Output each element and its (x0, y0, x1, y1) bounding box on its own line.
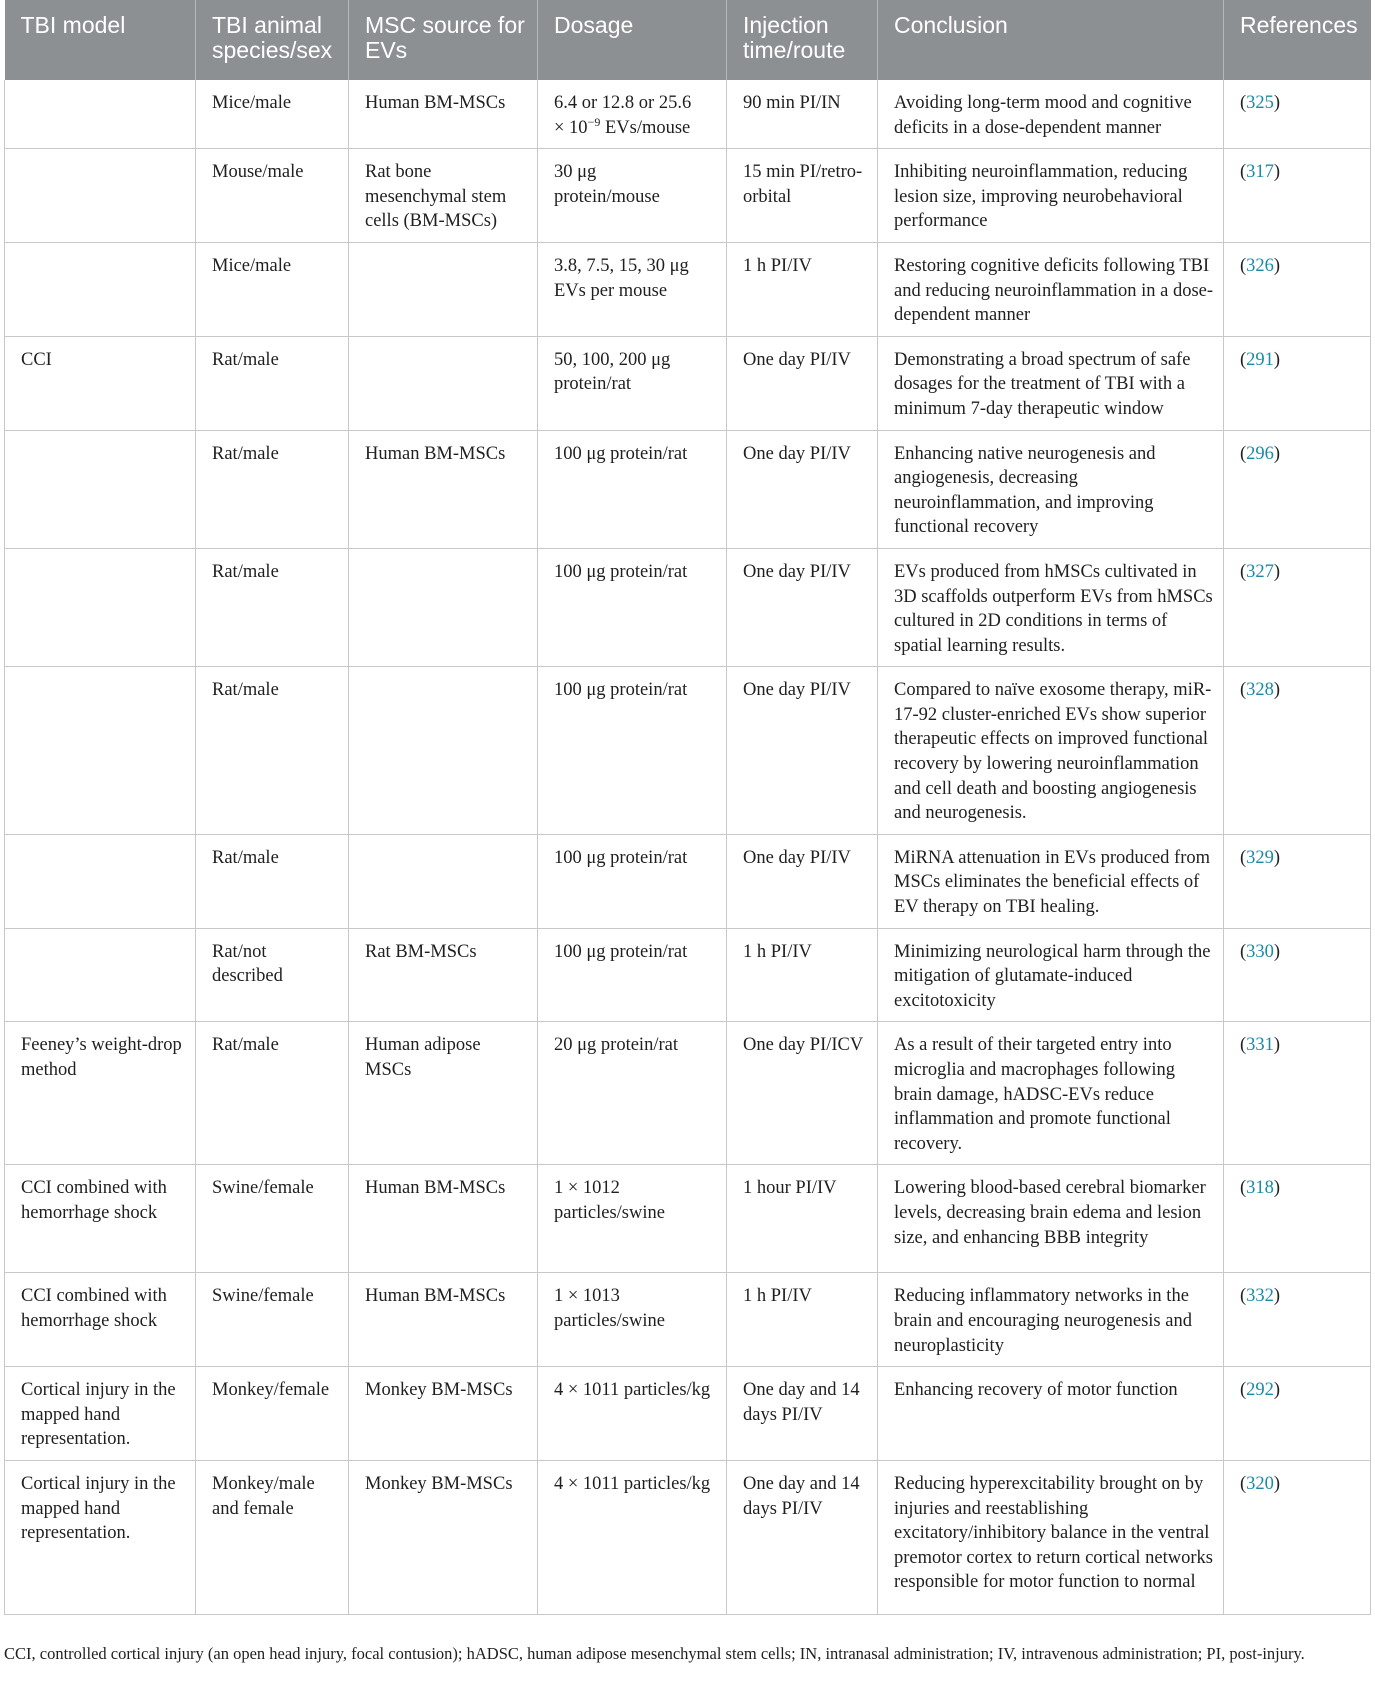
header-injection: Injection time/route (727, 0, 878, 80)
cell-injection: One day PI/IV (727, 336, 878, 430)
dosage-line1: 6.4 or 12.8 or 25.6 (554, 93, 692, 113)
cell-dosage: 4 × 1011 particles/kg (538, 1367, 727, 1461)
cell-conclusion: Avoiding long-term mood and cognitive deficits in a dose-dependent manner (878, 80, 1224, 149)
cell-conclusion: MiRNA attenuation in EVs produced from MSCs eliminates the beneficial effects of EV therapy on TBI healing. (878, 834, 1224, 928)
cell-reference: (326) (1224, 242, 1371, 336)
table-row (5, 1367, 1371, 1461)
cell-model (5, 928, 196, 1022)
cell-injection: One day PI/ICV (727, 1022, 878, 1165)
table-row (5, 1273, 1371, 1367)
cell-species: Rat/male (196, 548, 349, 666)
cell-model (5, 548, 196, 666)
cell-injection: 1 hour PI/IV (727, 1165, 878, 1273)
cell-dosage: 30 μg protein/mouse (538, 149, 727, 243)
cell-injection: 1 h PI/IV (727, 1273, 878, 1367)
cell-model (5, 149, 196, 243)
table-footnote: CCI, controlled cortical injury (an open head injury, focal contusion); hADSC, human adipose mesenchymal stem cells; IN, intranasal administration; IV, intravenous administration; PI, post-injury. (4, 1644, 1305, 1663)
reference-link[interactable]: 296 (1246, 443, 1274, 464)
header-species-sex: TBI animal species/sex (196, 0, 349, 80)
table-row (5, 667, 1371, 835)
table-row (5, 1460, 1371, 1614)
table-row (5, 336, 1371, 430)
cell-species: Rat/male (196, 834, 349, 928)
reference-link[interactable]: 331 (1246, 1035, 1274, 1056)
cell-injection: One day PI/IV (727, 834, 878, 928)
cell-injection: 15 min PI/retro-orbital (727, 149, 878, 243)
dosage-exponent: −9 (587, 114, 601, 129)
table-row (5, 834, 1371, 928)
cell-conclusion: Enhancing recovery of motor function (878, 1367, 1224, 1461)
cell-injection: One day and 14 days PI/IV (727, 1460, 878, 1614)
table-row (5, 1165, 1371, 1273)
reference-link[interactable]: 329 (1246, 847, 1274, 868)
reference-link[interactable]: 292 (1246, 1380, 1274, 1401)
cell-reference: (327) (1224, 548, 1371, 666)
cell-species: Mouse/male (196, 149, 349, 243)
cell-reference: (332) (1224, 1273, 1371, 1367)
cell-reference: (330) (1224, 928, 1371, 1022)
cell-model: CCI combined with hemorrhage shock (5, 1273, 196, 1367)
dosage-line2-pre: × 10 (554, 117, 588, 138)
cell-dosage: 100 μg protein/rat (538, 667, 727, 835)
cell-reference: (328) (1224, 667, 1371, 835)
table-row (5, 1022, 1371, 1165)
cell-source: Human BM-MSCs (349, 430, 538, 548)
reference-link[interactable]: 291 (1246, 349, 1274, 370)
cell-model: CCI combined with hemorrhage shock (5, 1165, 196, 1273)
data-table (4, 0, 1371, 1615)
cell-reference: (296) (1224, 430, 1371, 548)
dosage-line2-post: EVs/mouse (600, 117, 691, 138)
cell-source (349, 242, 538, 336)
cell-conclusion: Enhancing native neurogenesis and angiogenesis, decreasing neuroinflammation, and improving functional recovery (878, 430, 1224, 548)
cell-source: Human adipose MSCs (349, 1022, 538, 1165)
cell-conclusion: Reducing hyperexcitability brought on by injuries and reestablishing excitatory/inhibitory balance in the ventral premotor cortex to return cortical networks responsible for motor function to normal (878, 1460, 1224, 1614)
cell-model (5, 242, 196, 336)
cell-model: CCI (5, 336, 196, 430)
cell-reference: (331) (1224, 1022, 1371, 1165)
cell-reference: (325) (1224, 80, 1371, 149)
cell-model (5, 80, 196, 149)
reference-link[interactable]: 327 (1246, 561, 1274, 582)
table-container (4, 0, 1370, 1615)
cell-source (349, 667, 538, 835)
cell-conclusion: As a result of their targeted entry into microglia and macrophages following brain damage, hADSC-EVs reduce inflammation and promote functional recovery. (878, 1022, 1224, 1165)
reference-link[interactable]: 330 (1246, 941, 1274, 962)
cell-dosage: 1 × 1013 particles/swine (538, 1273, 727, 1367)
cell-reference: (329) (1224, 834, 1371, 928)
cell-dosage: 4 × 1011 particles/kg (538, 1460, 727, 1614)
cell-species: Swine/female (196, 1273, 349, 1367)
cell-source: Rat bone mesenchymal stem cells (BM-MSCs) (349, 149, 538, 243)
cell-conclusion: Reducing inflammatory networks in the brain and encouraging neurogenesis and neuroplasticity (878, 1273, 1224, 1367)
cell-reference: (291) (1224, 336, 1371, 430)
cell-dosage: 1 × 1012 particles/swine (538, 1165, 727, 1273)
reference-link[interactable]: 317 (1246, 162, 1274, 183)
cell-species: Rat/male (196, 336, 349, 430)
cell-dosage: 20 μg protein/rat (538, 1022, 727, 1165)
cell-model: Feeney’s weight-drop method (5, 1022, 196, 1165)
cell-model: Cortical injury in the mapped hand representation. (5, 1460, 196, 1614)
table-row (5, 430, 1371, 548)
cell-reference: (320) (1224, 1460, 1371, 1614)
cell-source: Human BM-MSCs (349, 1273, 538, 1367)
cell-dosage (538, 80, 727, 149)
cell-conclusion: EVs produced from hMSCs cultivated in 3D scaffolds outperform EVs from hMSCs cultured in 2D conditions in terms of spatial learning results. (878, 548, 1224, 666)
cell-model (5, 834, 196, 928)
cell-conclusion: Compared to naïve exosome therapy, miR-17-92 cluster-enriched EVs show superior therapeutic effects on improved functional recovery by lowering neuroinflammation and cell death and boosting angiogenesis and neurogenesis. (878, 667, 1224, 835)
cell-source: Human BM-MSCs (349, 80, 538, 149)
table-row (5, 149, 1371, 243)
cell-species: Swine/female (196, 1165, 349, 1273)
cell-conclusion: Inhibiting neuroinflammation, reducing lesion size, improving neurobehavioral performance (878, 149, 1224, 243)
table-row (5, 548, 1371, 666)
cell-species: Mice/male (196, 80, 349, 149)
cell-dosage: 3.8, 7.5, 15, 30 μg EVs per mouse (538, 242, 727, 336)
cell-species: Monkey/male and female (196, 1460, 349, 1614)
cell-species: Rat/male (196, 430, 349, 548)
cell-conclusion: Lowering blood-based cerebral biomarker levels, decreasing brain edema and lesion size, and enhancing BBB integrity (878, 1165, 1224, 1273)
header-row (5, 0, 1371, 80)
header-msc-source: MSC source for EVs (349, 0, 538, 80)
cell-model (5, 667, 196, 835)
table-row (5, 928, 1371, 1022)
cell-injection: One day PI/IV (727, 430, 878, 548)
cell-source: Monkey BM-MSCs (349, 1367, 538, 1461)
cell-dosage: 100 μg protein/rat (538, 834, 727, 928)
cell-injection: 1 h PI/IV (727, 928, 878, 1022)
cell-injection: 1 h PI/IV (727, 242, 878, 336)
cell-conclusion: Minimizing neurological harm through the mitigation of glutamate-induced excitotoxicity (878, 928, 1224, 1022)
reference-link[interactable]: 328 (1246, 680, 1274, 701)
cell-reference: (292) (1224, 1367, 1371, 1461)
cell-injection: 90 min PI/IN (727, 80, 878, 149)
cell-injection: One day and 14 days PI/IV (727, 1367, 878, 1461)
cell-species: Monkey/female (196, 1367, 349, 1461)
cell-dosage: 100 μg protein/rat (538, 430, 727, 548)
cell-species: Rat/male (196, 667, 349, 835)
cell-source: Human BM-MSCs (349, 1165, 538, 1273)
cell-dosage: 100 μg protein/rat (538, 548, 727, 666)
reference-link[interactable]: 320 (1246, 1473, 1274, 1494)
cell-conclusion: Demonstrating a broad spectrum of safe dosages for the treatment of TBI with a minimum 7-day therapeutic window (878, 336, 1224, 430)
cell-reference: (318) (1224, 1165, 1371, 1273)
cell-source (349, 548, 538, 666)
cell-species: Rat/male (196, 1022, 349, 1165)
header-references: References (1224, 0, 1371, 80)
header-conclusion: Conclusion (878, 0, 1224, 80)
header-dosage: Dosage (538, 0, 727, 80)
header-tbi-model: TBI model (5, 0, 196, 80)
cell-model: Cortical injury in the mapped hand representation. (5, 1367, 196, 1461)
cell-species: Mice/male (196, 242, 349, 336)
reference-link[interactable]: 318 (1246, 1178, 1274, 1199)
reference-link[interactable]: 325 (1246, 93, 1274, 113)
table-row (5, 80, 1371, 149)
reference-link[interactable]: 332 (1246, 1286, 1274, 1307)
cell-source: Monkey BM-MSCs (349, 1460, 538, 1614)
reference-link[interactable]: 326 (1246, 255, 1274, 276)
cell-injection: One day PI/IV (727, 548, 878, 666)
cell-dosage: 100 μg protein/rat (538, 928, 727, 1022)
cell-model (5, 430, 196, 548)
cell-conclusion: Restoring cognitive deficits following TBI and reducing neuroinflammation in a dose-dependent manner (878, 242, 1224, 336)
cell-injection: One day PI/IV (727, 667, 878, 835)
cell-source: Rat BM-MSCs (349, 928, 538, 1022)
cell-reference: (317) (1224, 149, 1371, 243)
cell-species: Rat/not described (196, 928, 349, 1022)
cell-source (349, 834, 538, 928)
table-row (5, 242, 1371, 336)
cell-dosage: 50, 100, 200 μg protein/rat (538, 336, 727, 430)
cell-source (349, 336, 538, 430)
